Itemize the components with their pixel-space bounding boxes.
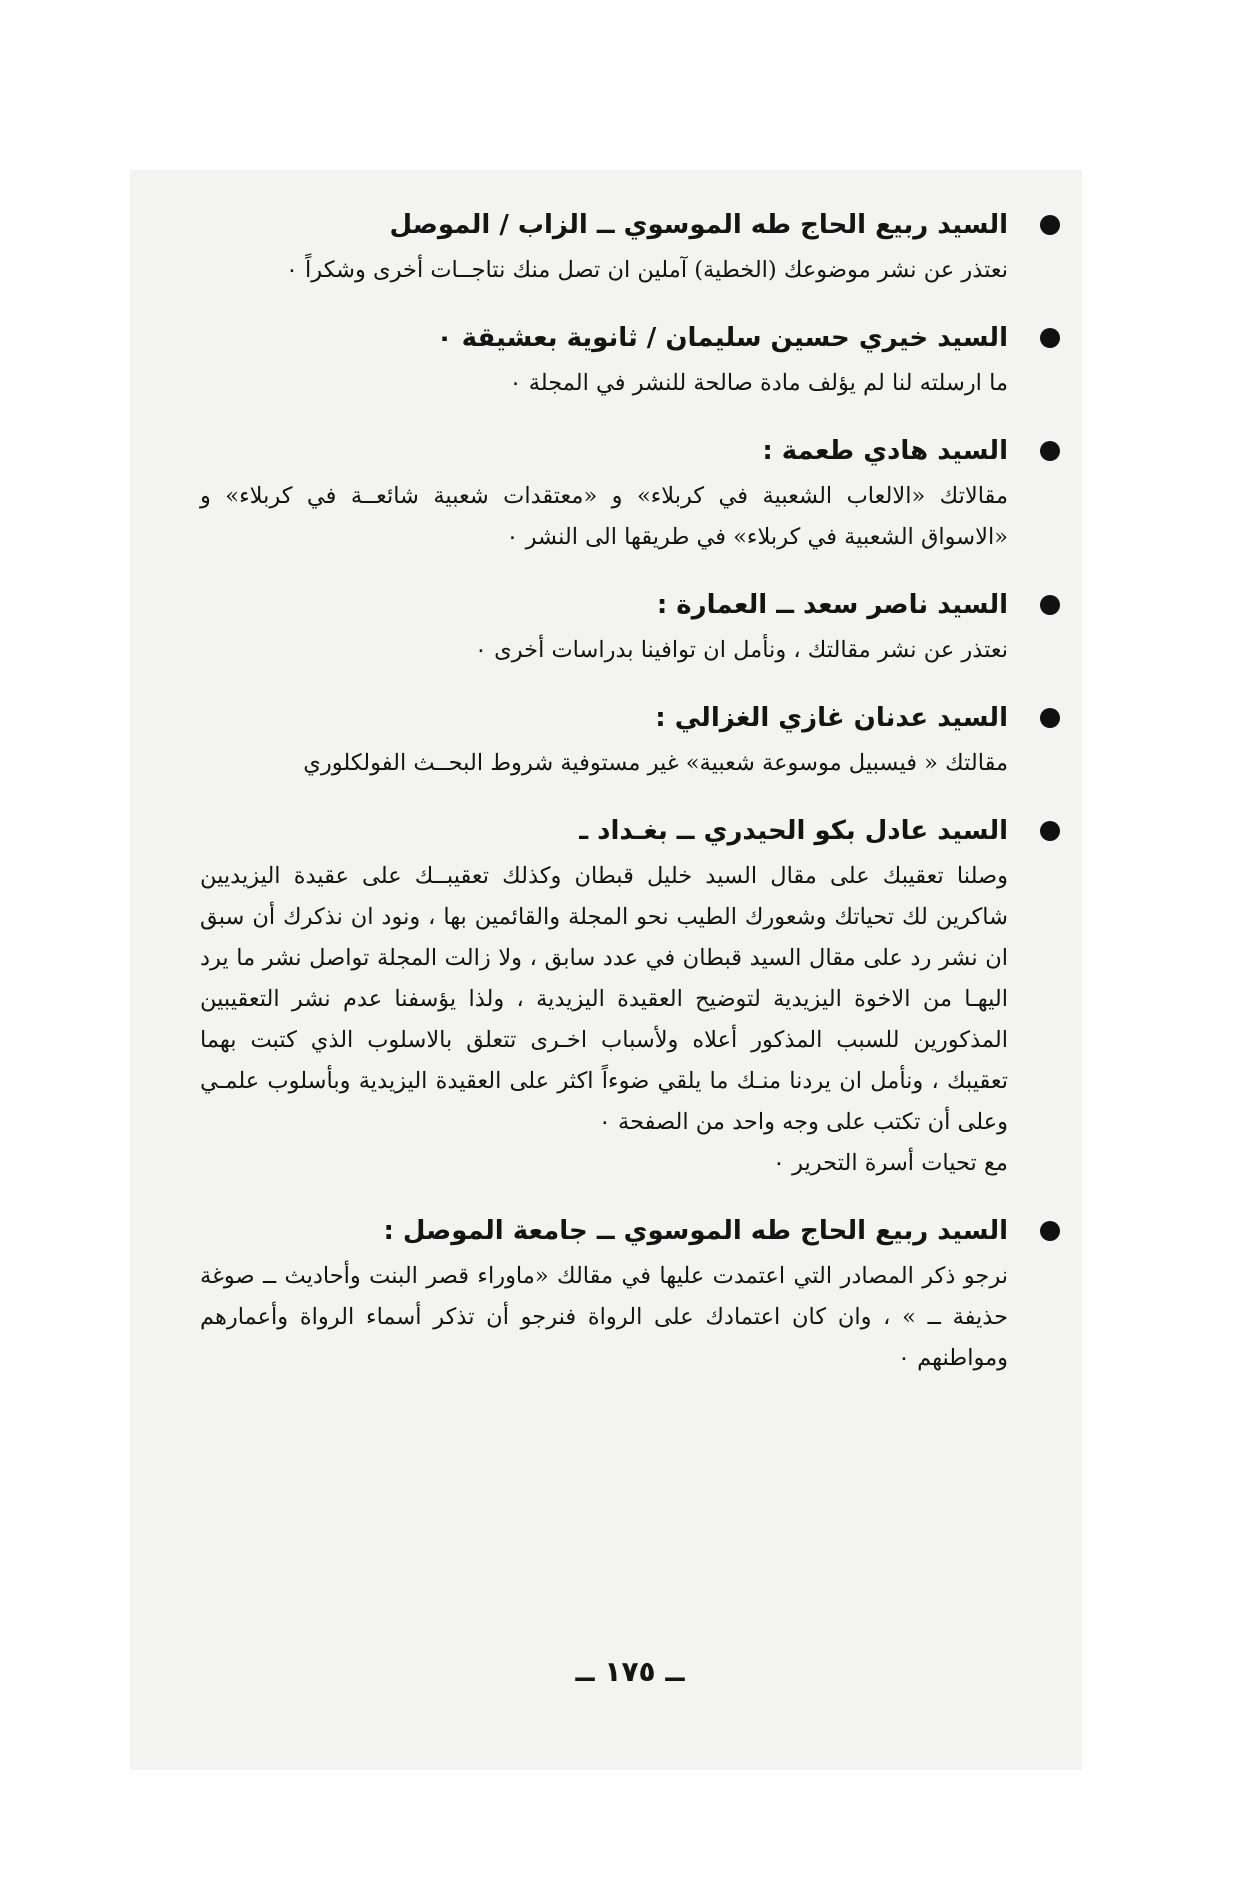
letters-column: [200, 200, 1060, 1401]
reply-paragraph: نعتذر عن نشر موضوعك (الخطية) آملين ان تصل منك نتاجــات أخرى وشكراً ٠: [285, 257, 1008, 283]
reply-text: [200, 743, 1060, 784]
reply-paragraph: وصلنا تعقيبك على مقال السيد خليل قبطان وكذلك تعقيبــك على عقيدة اليزيديين شاكرين لك تحياتك وشعورك الطيب نحو المجلة والقائمين بها ، ونود ان نذكرك أن سبق ان نشر رد على مقال السيد قبطان في عدد سابق ، ولا زالت المجلة تواصل نشر ما يرد اليهـا من الاخوة اليزيدية لتوضيح العقيدة اليزيدية ، ولذا يؤسفنا عدم نشر التعقيبين المذكورين للسبب المذكور أعلاه ولأسباب اخـرى تتعلق بالاسلوب الذي كتبت بهما تعقيبك ، ونأمل ان يردنا منـك ما يلقي ضوءاً اكثر على العقيدة اليزيدية وبأسلوب علمـي وعلى أن تكتب على وجه واحد من الصفحة ٠: [200, 863, 1008, 1135]
reply-paragraph: ما ارسلته لنا لم يؤلف مادة صالحة للنشر في المجلة ٠: [509, 370, 1008, 396]
entry-heading: [200, 313, 1060, 363]
bullet-icon: [1040, 821, 1060, 841]
list-item: [200, 806, 1060, 1184]
bullet-icon: [1040, 708, 1060, 728]
reply-text: [200, 363, 1060, 404]
bullet-icon: [1040, 441, 1060, 461]
entry-heading: [200, 693, 1060, 743]
reply-paragraph: نرجو ذكر المصادر التي اعتمدت عليها في مقالك «ماوراء قصر البنت وأحاديث ــ صوغة حذيفة ــ » ، وان كان اعتمادك على الرواة فنرجو أن تذكر أسماء الرواة وأعمارهم ومواطنهم ٠: [200, 1263, 1008, 1371]
bullet-icon: [1040, 1221, 1060, 1241]
entry-heading: [200, 200, 1060, 250]
list-item: [200, 313, 1060, 404]
recipient-name: السيد عدنان غازي الغزالي :: [655, 703, 1008, 733]
page-number: ــ ١٧٥ ــ: [575, 1655, 685, 1688]
recipient-name: السيد ربيع الحاج طه الموسوي ــ الزاب / الموصل: [389, 210, 1008, 240]
recipient-name: السيد ناصر سعد ــ العمارة :: [656, 590, 1008, 620]
recipient-name: السيد عادل بكو الحيدري ــ بغـداد ـ: [579, 816, 1008, 846]
bullet-icon: [1040, 215, 1060, 235]
reply-text: [200, 856, 1060, 1184]
reply-paragraph: مقالاتك «الالعاب الشعبية في كربلاء» و «معتقدات شعبية شائعــة في كربلاء» و «الاسواق الشعبية في كربلاء» في طريقها الى النشر ٠: [200, 483, 1008, 550]
entry-heading: [200, 580, 1060, 630]
bullet-icon: [1040, 595, 1060, 615]
list-item: [200, 580, 1060, 671]
reply-text: [200, 250, 1060, 291]
entry-heading: [200, 1206, 1060, 1256]
reply-text: [200, 476, 1060, 558]
list-item: [200, 426, 1060, 558]
list-item: [200, 693, 1060, 784]
recipient-name: السيد هادي طعمة :: [762, 436, 1008, 466]
reply-paragraph: مقالتك « فيسبيل موسوعة شعبية» غير مستوفية شروط البحــث الفولكلوري: [303, 750, 1008, 776]
recipient-name: السيد خيري حسين سليمان / ثانوية بعشيقة ٠: [436, 323, 1008, 353]
reply-paragraph: نعتذر عن نشر مقالتك ، ونأمل ان توافينا بدراسات أخرى ٠: [474, 637, 1008, 663]
bullet-icon: [1040, 328, 1060, 348]
reply-text: [200, 630, 1060, 671]
entry-heading: [200, 426, 1060, 476]
signoff-line: مع تحيات أسرة التحرير ٠: [772, 1150, 1008, 1176]
reply-text: [200, 1256, 1060, 1379]
list-item: [200, 200, 1060, 291]
list-item: [200, 1206, 1060, 1379]
recipient-name: السيد ربيع الحاج طه الموسوي ــ جامعة الموصل :: [383, 1216, 1008, 1246]
entry-heading: [200, 806, 1060, 856]
